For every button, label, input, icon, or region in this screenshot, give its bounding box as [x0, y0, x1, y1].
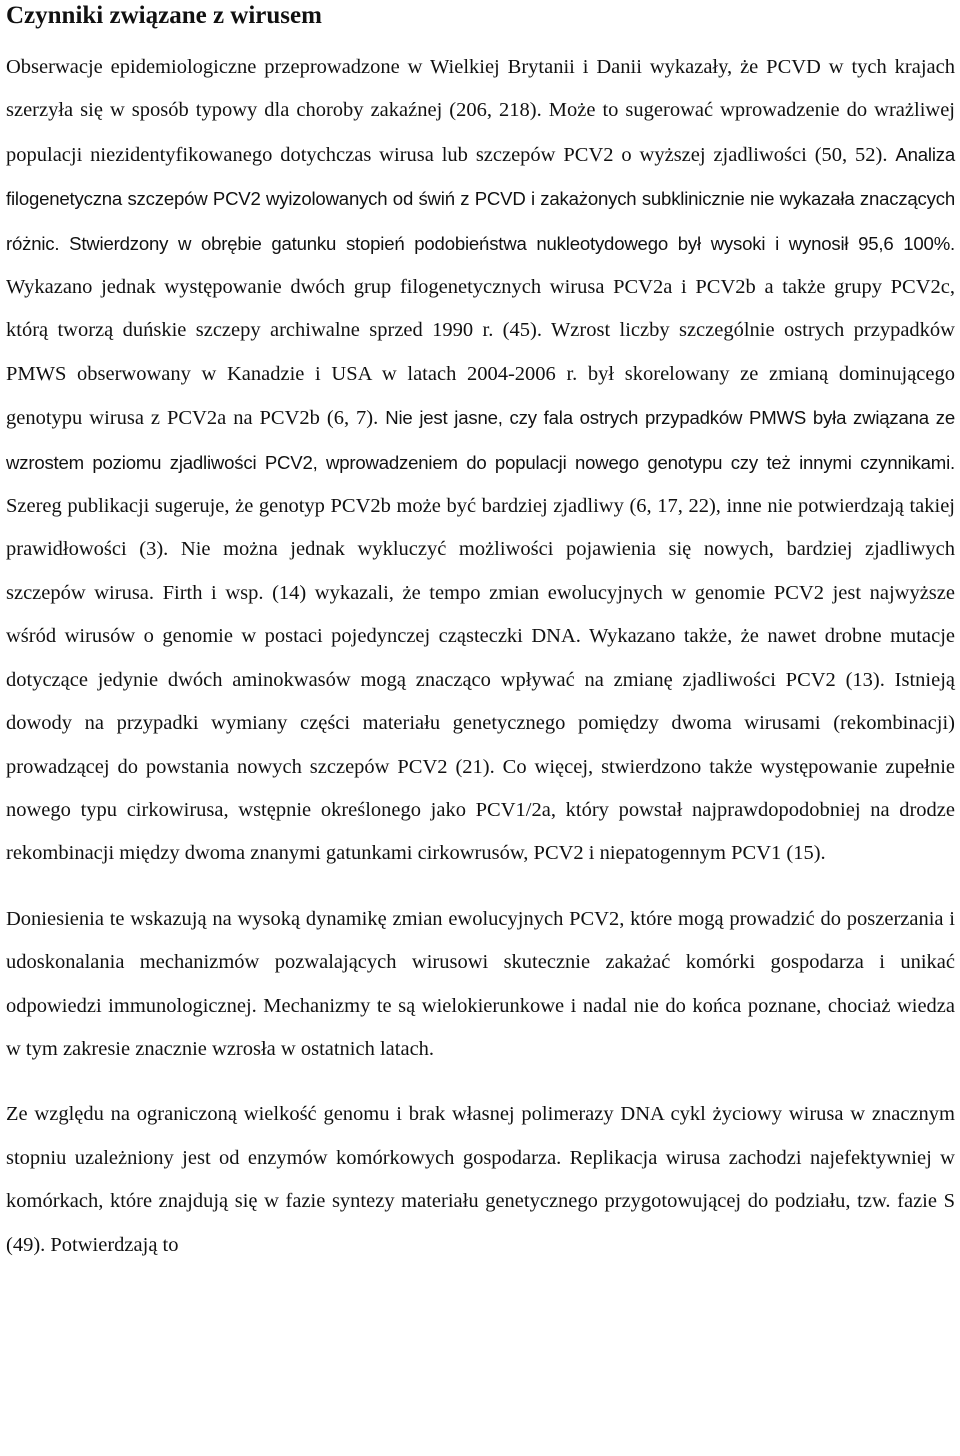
paragraph-1-sentence-5: Nie jest jasne, czy fala ostrych przypadków PMWS była związana ze wzrostem poziomu zjadliwości PCV2, wprowadzeniem do populacji nowego genotypu czy też innymi czynnikami. [6, 407, 955, 473]
paragraph-1-sentence-1: Obserwacje epidemiologiczne przeprowadzone w Wielkiej Brytanii i Danii wykazały, że PCVD w tych krajach szerzyła się w sposób typowy dla choroby zakaźnej (206, 218). [6, 56, 955, 122]
paragraph-2 [6, 898, 955, 1072]
paragraph-2-text: Doniesienia te wskazują na wysoką dynamikę zmian ewolucyjnych PCV2, które mogą prowadzić do poszerzania i udoskonalania mechanizmów pozwalających wirusowi skutecznie zakażać komórki gospodarza i unikać odpowiedzi immunologicznej. Mechanizmy te są wielokierunkowe i nadal nie do końca poznane, chociaż wiedza w tym zakresie znacznie wzrosła w ostatnich latach. [6, 907, 955, 1060]
paragraph-1-sentence-3: Analiza filogenetyczna szczepów PCV2 wyizolowanych od świń z PCVD i zakażonych subklinicznie nie wykazała znaczących różnic. Stwierdzony w obrębie gatunku stopień podobieństwa nukleotydowego był wysoki i wynosił 95,6 100%. [6, 143, 955, 254]
paragraph-1-sentence-2: Może to sugerować wprowadzenie do wrażliwej populacji niezidentyfikowanego dotychczas wirusa lub szczepów PCV2 o wyższej zjadliwości (50, 52). [6, 99, 955, 166]
paragraph-1-sentence-6: Szereg publikacji sugeruje, że genotyp PCV2b może być bardziej zjadliwy (6, 17, 22), inne nie potwierdzają takiej prawidłowości (3). Nie można jednak wykluczyć możliwości pojawienia się nowych, bardziej zjadliwych szczepów wirusa. Firth i wsp. (14) wykazali, że tempo zmian ewolucyjnych w genomie PCV2 jest najwyższe wśród wirusów o genomie w postaci pojedynczej cząsteczki DNA. Wykazano także, że nawet drobne mutacje dotyczące jedynie dwóch aminokwasów mogą znacząco wpływać na zmianę zjadliwości PCV2 (13). Istnieją dowody na przypadki wymiany części materiału genetycznego pomiędzy dwoma wirusami (rekombinacji) prowadzącej do powstania nowych szczepów PCV2 (21). Co więcej, stwierdzono także występowanie zupełnie nowego typu cirkowirusa, wstępnie określonego jako PCV1/2a, który powstał najprawdopodobniej na drodze rekombinacji między dwoma znanymi gatunkami cirkowrusów, PCV2 i niepatogennym PCV1 (15). [6, 495, 955, 865]
section-heading: Czynniki związane z wirusem [6, 2, 322, 29]
paragraph-3 [6, 1093, 955, 1267]
paragraph-1 [6, 46, 955, 876]
paragraph-spacer [6, 1071, 955, 1093]
paragraph-3-text: Ze względu na ograniczoną wielkość genomu i brak własnej polimerazy DNA cykl życiowy wirusa w znacznym stopniu uzależniony jest od enzymów komórkowych gospodarza. Replikacja wirusa zachodzi najefektywniej w komórkach, które znajdują się w fazie syntezy materiału genetycznego przygotowującej do podziału, tzw. fazie S (49). Potwierdzają to [6, 1103, 955, 1256]
paragraph-1-sentence-4: Wykazano jednak występowanie dwóch grup filogenetycznych wirusa PCV2a i PCV2b a także grupy PCV2c, którą tworzą duńskie szczepy archiwalne sprzed 1990 r. (45). Wzrost liczby szczególnie ostrych przypadków PMWS obserwowany w Kanadzie i USA w latach 2004-2006 r. był skorelowany ze zmianą dominującego genotypu wirusa z PCV2a na PCV2b (6, 7). [6, 276, 955, 430]
document-page [6, 0, 955, 1267]
paragraph-spacer [6, 876, 955, 898]
